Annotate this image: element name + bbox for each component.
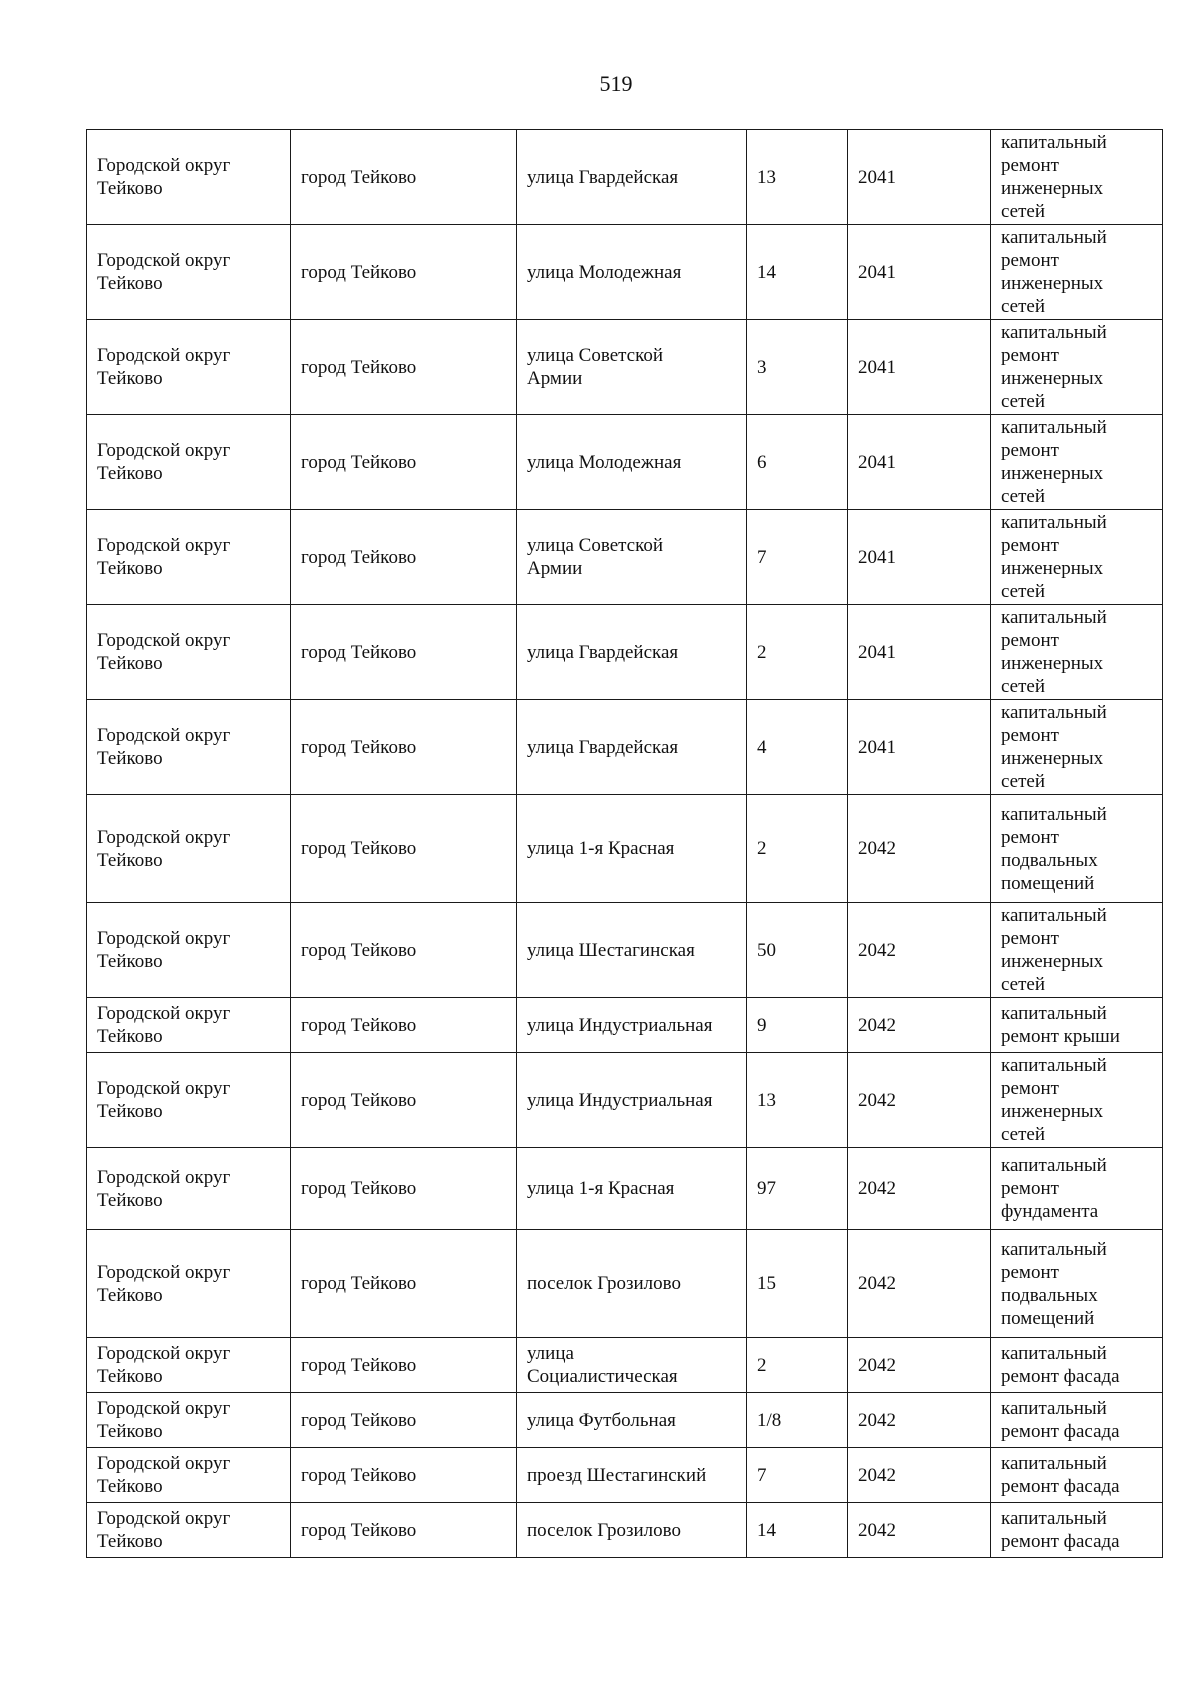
year-cell: 2042 (848, 1230, 991, 1338)
locality-cell: город Тейково (291, 1448, 517, 1503)
district-cell: Городской округ Тейково (87, 415, 291, 510)
work-type-cell: капитальный ремонт фасада (991, 1448, 1163, 1503)
district-cell: Городской округ Тейково (87, 1393, 291, 1448)
district-cell: Городской округ Тейково (87, 510, 291, 605)
district-cell: Городской округ Тейково (87, 605, 291, 700)
work-type-cell: капитальный ремонт инженерных сетей (991, 320, 1163, 415)
street-cell: поселок Грозилово (517, 1230, 747, 1338)
table-row (87, 795, 1163, 903)
street-cell: поселок Грозилово (517, 1503, 747, 1558)
table-row (87, 1230, 1163, 1338)
district-cell: Городской округ Тейково (87, 903, 291, 998)
year-cell: 2042 (848, 1448, 991, 1503)
locality-cell: город Тейково (291, 1393, 517, 1448)
locality-cell: город Тейково (291, 1503, 517, 1558)
district-cell: Городской округ Тейково (87, 1448, 291, 1503)
house-cell: 50 (747, 903, 848, 998)
house-cell: 15 (747, 1230, 848, 1338)
street-cell: улица 1-я Красная (517, 1148, 747, 1230)
house-cell: 97 (747, 1148, 848, 1230)
year-cell: 2042 (848, 903, 991, 998)
street-cell: улица Гвардейская (517, 700, 747, 795)
street-cell: улица Советской Армии (517, 510, 747, 605)
work-type-cell: капитальный ремонт инженерных сетей (991, 605, 1163, 700)
work-type-cell: капитальный ремонт инженерных сетей (991, 700, 1163, 795)
street-cell: проезд Шестагинский (517, 1448, 747, 1503)
work-type-cell: капитальный ремонт инженерных сетей (991, 510, 1163, 605)
work-type-cell: капитальный ремонт подвальных помещений (991, 795, 1163, 903)
table-row (87, 1448, 1163, 1503)
street-cell: улица Индустриальная (517, 998, 747, 1053)
table-row (87, 1338, 1163, 1393)
house-cell: 1/8 (747, 1393, 848, 1448)
locality-cell: город Тейково (291, 1148, 517, 1230)
street-cell: улица Социалистическая (517, 1338, 747, 1393)
locality-cell: город Тейково (291, 1230, 517, 1338)
year-cell: 2042 (848, 998, 991, 1053)
table-row (87, 1393, 1163, 1448)
table-row (87, 700, 1163, 795)
house-cell: 2 (747, 1338, 848, 1393)
street-cell: улица Молодежная (517, 415, 747, 510)
year-cell: 2042 (848, 795, 991, 903)
district-cell: Городской округ Тейково (87, 700, 291, 795)
year-cell: 2041 (848, 320, 991, 415)
table-row (87, 1053, 1163, 1148)
work-type-cell: капитальный ремонт фасада (991, 1393, 1163, 1448)
table-row (87, 903, 1163, 998)
page-number: 519 (599, 71, 633, 96)
year-cell: 2041 (848, 130, 991, 225)
repair-schedule-table (86, 129, 1163, 1558)
house-cell: 13 (747, 1053, 848, 1148)
table-row (87, 130, 1163, 225)
work-type-cell: капитальный ремонт инженерных сетей (991, 225, 1163, 320)
year-cell: 2041 (848, 605, 991, 700)
district-cell: Городской округ Тейково (87, 1053, 291, 1148)
district-cell: Городской округ Тейково (87, 1503, 291, 1558)
year-cell: 2042 (848, 1338, 991, 1393)
table-row (87, 1503, 1163, 1558)
table-row (87, 320, 1163, 415)
locality-cell: город Тейково (291, 225, 517, 320)
table-body (87, 130, 1163, 1558)
street-cell: улица Индустриальная (517, 1053, 747, 1148)
house-cell: 13 (747, 130, 848, 225)
year-cell: 2042 (848, 1393, 991, 1448)
year-cell: 2042 (848, 1148, 991, 1230)
table-row (87, 1148, 1163, 1230)
year-cell: 2041 (848, 510, 991, 605)
house-cell: 4 (747, 700, 848, 795)
work-type-cell: капитальный ремонт инженерных сетей (991, 130, 1163, 225)
locality-cell: город Тейково (291, 1338, 517, 1393)
street-cell: улица Шестагинская (517, 903, 747, 998)
district-cell: Городской округ Тейково (87, 130, 291, 225)
district-cell: Городской округ Тейково (87, 998, 291, 1053)
work-type-cell: капитальный ремонт подвальных помещений (991, 1230, 1163, 1338)
house-cell: 14 (747, 1503, 848, 1558)
house-cell: 7 (747, 510, 848, 605)
year-cell: 2041 (848, 415, 991, 510)
work-type-cell: капитальный ремонт инженерных сетей (991, 1053, 1163, 1148)
work-type-cell: капитальный ремонт фасада (991, 1338, 1163, 1393)
year-cell: 2041 (848, 700, 991, 795)
locality-cell: город Тейково (291, 415, 517, 510)
house-cell: 14 (747, 225, 848, 320)
locality-cell: город Тейково (291, 903, 517, 998)
street-cell: улица Гвардейская (517, 130, 747, 225)
year-cell: 2042 (848, 1503, 991, 1558)
locality-cell: город Тейково (291, 130, 517, 225)
district-cell: Городской округ Тейково (87, 795, 291, 903)
table-row (87, 510, 1163, 605)
table-row (87, 998, 1163, 1053)
district-cell: Городской округ Тейково (87, 1148, 291, 1230)
district-cell: Городской округ Тейково (87, 225, 291, 320)
locality-cell: город Тейково (291, 700, 517, 795)
street-cell: улица 1-я Красная (517, 795, 747, 903)
house-cell: 3 (747, 320, 848, 415)
locality-cell: город Тейково (291, 795, 517, 903)
house-cell: 9 (747, 998, 848, 1053)
house-cell: 2 (747, 795, 848, 903)
work-type-cell: капитальный ремонт инженерных сетей (991, 903, 1163, 998)
year-cell: 2042 (848, 1053, 991, 1148)
district-cell: Городской округ Тейково (87, 1230, 291, 1338)
locality-cell: город Тейково (291, 605, 517, 700)
table-row (87, 605, 1163, 700)
table-row (87, 415, 1163, 510)
locality-cell: город Тейково (291, 998, 517, 1053)
work-type-cell: капитальный ремонт крыши (991, 998, 1163, 1053)
house-cell: 2 (747, 605, 848, 700)
house-cell: 6 (747, 415, 848, 510)
street-cell: улица Молодежная (517, 225, 747, 320)
house-cell: 7 (747, 1448, 848, 1503)
district-cell: Городской округ Тейково (87, 1338, 291, 1393)
street-cell: улица Советской Армии (517, 320, 747, 415)
locality-cell: город Тейково (291, 1053, 517, 1148)
locality-cell: город Тейково (291, 510, 517, 605)
work-type-cell: капитальный ремонт фундамента (991, 1148, 1163, 1230)
street-cell: улица Гвардейская (517, 605, 747, 700)
district-cell: Городской округ Тейково (87, 320, 291, 415)
work-type-cell: капитальный ремонт фасада (991, 1503, 1163, 1558)
year-cell: 2041 (848, 225, 991, 320)
work-type-cell: капитальный ремонт инженерных сетей (991, 415, 1163, 510)
locality-cell: город Тейково (291, 320, 517, 415)
street-cell: улица Футбольная (517, 1393, 747, 1448)
table-row (87, 225, 1163, 320)
